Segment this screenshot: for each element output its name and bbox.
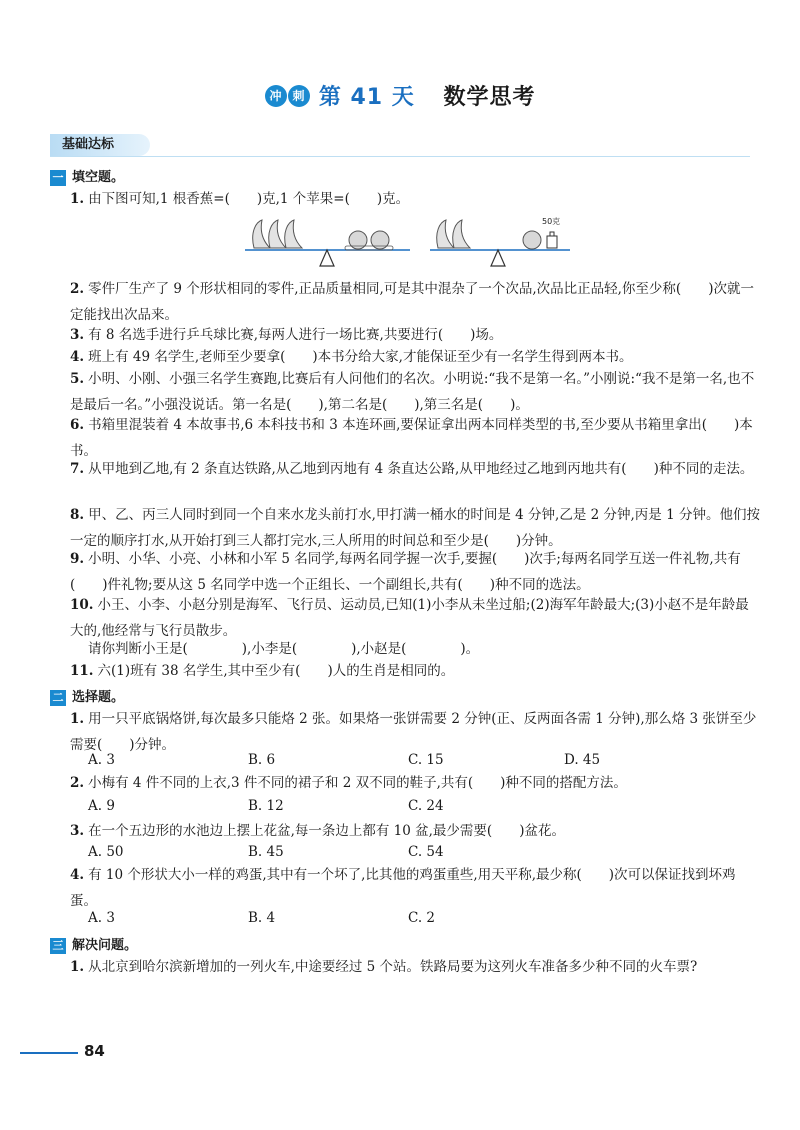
fill-question-5: 5. 小明、小刚、小强三名学生赛跑,比赛后有人问他们的名次。小明说:“我不是第一名。”小刚说:“我不是第一名,也不是最后一名。”小强没说话。第一名是( ),第二名是( ),第三名是( )。: [70, 371, 755, 413]
part-number-2: 二: [50, 690, 66, 706]
solve-question-1: 1. 从北京到哈尔滨新增加的一列火车,中途要经过 5 个站。铁路局要为这列火车准备多少种不同的火车票?: [70, 959, 698, 975]
fill-question-11: 11. 六(1)班有 38 名学生,其中至少有( )人的生肖是相同的。: [70, 663, 455, 679]
fill-question-6: 6. 书箱里混装着 4 本故事书,6 本科技书和 3 本连环画,要保证拿出两本同样类型的书,至少要从书箱里拿出( )本书。: [70, 417, 753, 459]
left-balance-scale: [245, 220, 410, 266]
part-heading-fill: [50, 166, 124, 186]
part-title-3: 解决问题。: [72, 938, 138, 953]
option-a[interactable]: A. 3: [88, 752, 115, 768]
option-c[interactable]: C. 24: [408, 798, 444, 814]
title-badge-1: 冲: [265, 85, 287, 107]
part-title-2: 选择题。: [72, 690, 125, 705]
option-b[interactable]: B. 4: [248, 910, 276, 926]
section-divider: [50, 156, 750, 157]
part-number-3: 三: [50, 938, 66, 954]
choice-question-3: 3. 在一个五边形的水池边上摆上花盆,每一条边上都有 10 盆,最少需要( )盆花。: [70, 823, 565, 839]
page-footer: [20, 1042, 160, 1062]
choice-question-2: 2. 小梅有 4 件不同的上衣,3 件不同的裙子和 2 双不同的鞋子,共有( )种不同的搭配方法。: [70, 775, 627, 791]
option-a[interactable]: A. 50: [88, 844, 124, 860]
option-b[interactable]: B. 6: [248, 752, 276, 768]
choice-question-4: 4. 有 10 个形状大小一样的鸡蛋,其中有一个坏了,比其他的鸡蛋重些,用天平称,最少称( )次可以保证找到坏鸡蛋。: [70, 867, 736, 909]
fill-question-8: 8. 甲、乙、丙三人同时到同一个自来水龙头前打水,甲打满一桶水的时间是 4 分钟,乙是 2 分钟,丙是 1 分钟。他们按一定的顺序打水,从开始打到三人都打完水,三人所用的时间总和至少是( )分钟。: [70, 507, 760, 549]
part-heading-choice: [50, 686, 124, 706]
part-number-1: 一: [50, 170, 66, 186]
option-a[interactable]: A. 3: [88, 910, 115, 926]
option-a[interactable]: A. 9: [88, 798, 115, 814]
choice-question-1: 1. 用一只平底锅烙饼,每次最多只能烙 2 张。如果烙一张饼需要 2 分钟(正、反两面各需 1 分钟),那么烙 3 张饼至少需要( )分钟。: [70, 711, 757, 753]
fill-question-3: 3. 有 8 名选手进行乒乓球比赛,每两人进行一场比赛,共要进行( )场。: [70, 327, 503, 343]
page-title: [0, 80, 800, 111]
option-c[interactable]: C. 15: [408, 752, 444, 768]
part-title-1: 填空题。: [72, 170, 125, 185]
fill-question-4: 4. 班上有 49 名学生,老师至少要拿( )本书分给大家,才能保证至少有一名学生得到两本书。: [70, 349, 633, 365]
section-tab: 基础达标: [50, 134, 150, 156]
option-b[interactable]: B. 45: [248, 844, 284, 860]
option-b[interactable]: B. 12: [248, 798, 284, 814]
fill-question-10-followup: 请你判断小王是( ),小李是( ),小赵是( )。: [88, 641, 480, 657]
weight-label: 50克: [542, 217, 561, 226]
fill-question-2: 2. 零件厂生产了 9 个形状相同的零件,正品质量相同,可是其中混杂了一个次品,次品比正品轻,你至少称( )次就一定能找出次品来。: [70, 281, 754, 323]
fill-question-9: 9. 小明、小华、小亮、小林和小军 5 名同学,每两名同学握一次手,要握( )次手;每两名同学互送一件礼物,共有( )件礼物;要从这 5 名同学中选一个正组长、一个副组长,共有( )种不同的选法。: [70, 551, 741, 593]
fill-question-10: 10. 小王、小李、小赵分别是海军、飞行员、运动员,已知(1)小李从未坐过船;(2)海军年龄最大;(3)小赵不是年龄最大的,他经常与飞行员散步。: [70, 597, 749, 639]
fill-question-1: 1. 由下图可知,1 根香蕉=( )克,1 个苹果=( )克。: [70, 191, 410, 207]
balance-scale-figure: [240, 210, 570, 270]
part-heading-solve: [50, 934, 137, 954]
footer-line: [20, 1052, 78, 1054]
option-d[interactable]: D. 45: [564, 752, 601, 768]
fill-question-7: 7. 从甲地到乙地,有 2 条直达铁路,从乙地到丙地有 4 条直达公路,从甲地经过乙地到丙地共有( )种不同的走法。: [70, 461, 754, 477]
option-c[interactable]: C. 54: [408, 844, 444, 860]
right-balance-scale: [430, 216, 570, 266]
title-topic: 数学思考: [443, 85, 536, 110]
option-c[interactable]: C. 2: [408, 910, 436, 926]
title-badge-2: 刺: [288, 85, 310, 107]
scale-illustration: [240, 210, 570, 270]
title-day: 第 41 天: [318, 85, 415, 110]
page-number: 84: [84, 1042, 105, 1060]
